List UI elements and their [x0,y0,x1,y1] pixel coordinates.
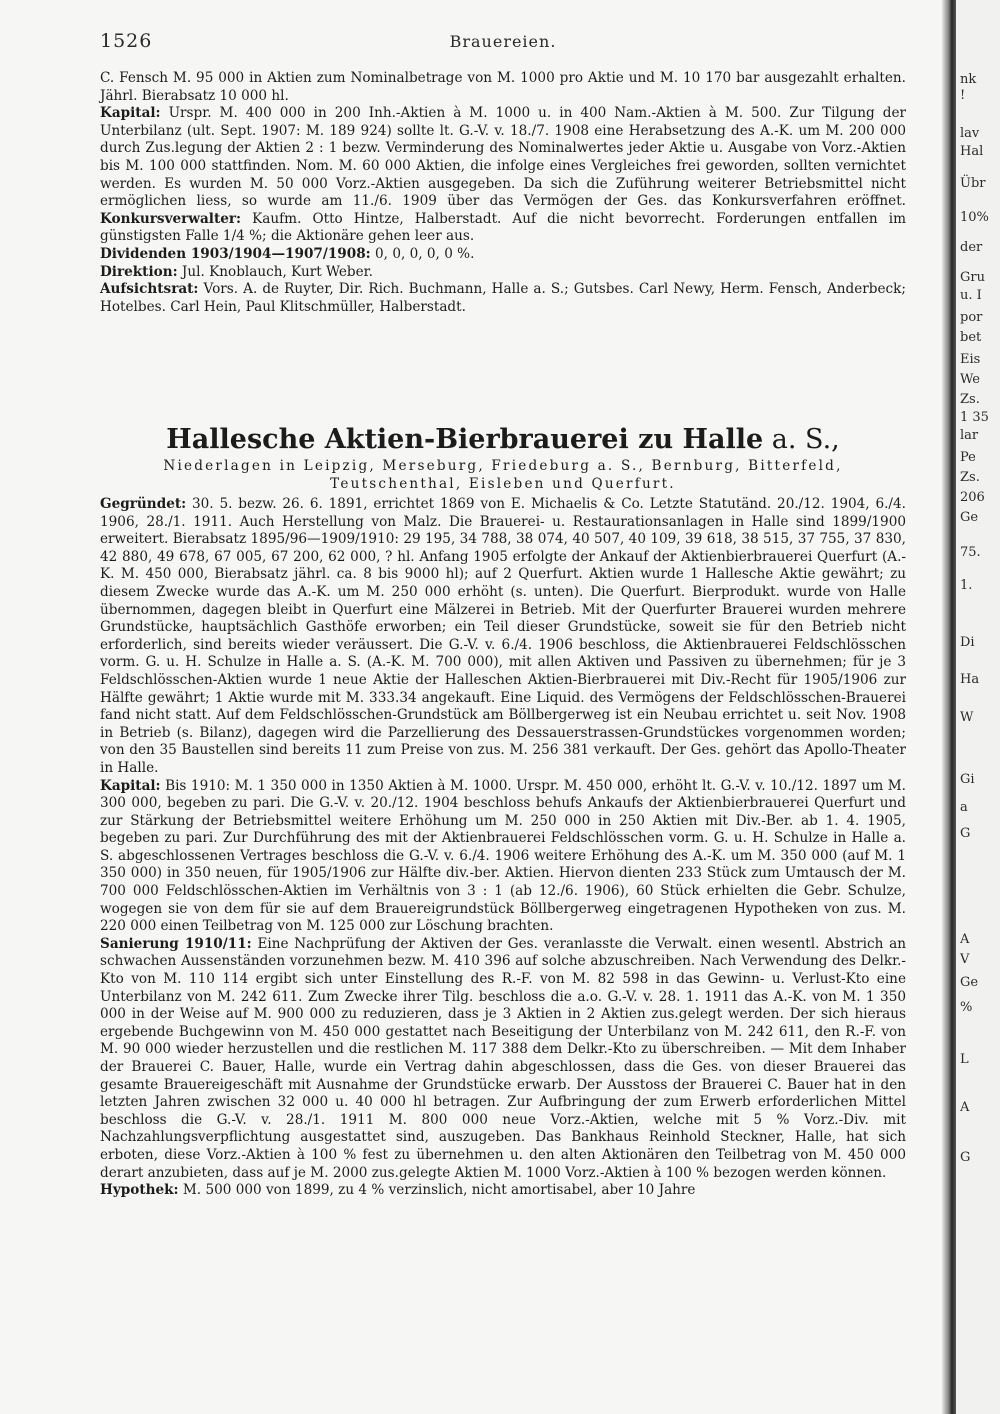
margin-fragment: 10% [960,210,989,225]
gegruendet-paragraph: Gegründet: 30. 5. bezw. 26. 6. 1891, errichtet 1869 von E. Michaelis & Co. Letzte Statutänd. 20./12. 1904, 6./4. 1906, 28./1. 1911. Auch Herstellung von Malz. Die Brauerei- u. Restaurationsanlagen in Halle sind 1899/1900 erweitert. Bierabsatz 1895/96—1909/1910: 29 195, 34 788, 38 074, 40 507, 40 109, 39 618, 38 515, 37 755, 37 830, 42 880, 49 678, 67 005, 67 200, 62 000, ? hl. Anfang 1905 erfolgte der Ankauf der Aktienbierbrauerei Querfurt (A.-K. M. 450 000, Bierabsatz jährl. ca. 8 bis 9000 hl); auf 2 Querfurt. Aktien wurde 1 Hallesche Aktie gewährt; zu diesem Zwecke wurde das A.-K. um M. 250 000 erhöht (s. unten). Die Querfurt. Bierprodukt. wurde von Halle übernommen, dagegen bleibt in Querfurt eine Mälzerei in Betrieb. Mit der Querfurter Brauerei wurden mehrere Grundstücke, hauptsächlich Gasthöfe erworben; ein Teil dieser Grundstücke, soweit sie für den Betrieb nicht erforderlich, sind bereits wieder veräussert. Die G.-V. v. 6./4. 1906 beschloss, die Aktienbrauerei Feldschlösschen vorm. G. u. H. Schulze in Halle a. S. (A.-K. M. 700 000), mit allen Aktiven und Passiven zu übernehmen; für je 3 Feldschlösschen-Aktien wurde 1 neue Aktie der Halleschen Aktien-Bierbrauerei mit Div.-Recht für 1905/1906 zur Hälfte gewährt; 1 Aktie wurde mit M. 333.34 angekauft. Eine Liquid. des Vermögens der Feldschlösschen-Brauerei fand nicht statt. Auf dem Feldschlösschen-Grundstück am Böllbergerweg ist ein Neubau errichtet u. seit Nov. 1908 in Betrieb (s. Bilanz), dagegen wird die Parzellierung des Dessauerstrassen-Grundstückes vorgenommen worden; von den 35 Baustellen sind bereits 11 zum Preise von zus. M. 256 381 verkauft. Der Ges. gehört das Apollo-Theater in Halle. [100,496,906,776]
margin-fragment: W [960,710,974,725]
margin-fragment: V [960,952,970,967]
margin-fragment: Hal [960,144,984,159]
margin-fragment: 1 35 [960,410,989,425]
margin-fragment: lav [960,126,980,141]
margin-fragment: u. I [960,288,982,303]
margin-fragment: Pe [960,450,976,465]
prev-aufsichtsrat: Aufsichtsrat: Vors. A. de Ruyter, Dir. Rich. Buchmann, Halle a. S.; Gutsbes. Carl Newy, Herm. Fensch, Anderbeck; Hotelbes. Carl Hein, Paul Klitschmüller, Halberstadt. [100,281,906,315]
margin-fragment: Eis [960,352,981,367]
margin-fragment: Gi [960,772,975,787]
prev-intro: C. Fensch M. 95 000 in Aktien zum Nominalbetrage von M. 1000 pro Aktie und M. 10 170 bar ausgezahlt erhalten. Jährl. Bierabsatz 10 000 hl. [100,70,906,104]
margin-fragment: a [960,800,968,815]
margin-fragment: L [960,1052,969,1067]
margin-fragment: der [960,240,983,255]
margin-fragment: A [960,932,970,947]
margin-fragment: bet [960,330,982,345]
margin-fragment: 1. [960,578,973,593]
margin-fragment: por [960,310,983,325]
margin-fragment: Ge [960,510,979,525]
entry-body [100,496,906,1200]
margin-fragment: lar [960,428,979,443]
margin-fragment: % [960,1000,973,1015]
margin-fragment: ! [960,88,966,103]
hypothek-paragraph: Hypothek: M. 500 000 von 1899, zu 4 % verzinslich, nicht amortisabel, aber 10 Jahre [100,1182,696,1199]
margin-fragment: nk [960,72,977,87]
margin-fragment: Di [960,635,975,650]
entry-title: Hallesche Aktien-Bierbrauerei zu Halle a. S., [166,424,840,455]
prev-dividenden: Dividenden 1903/1904—1907/1908: 0, 0, 0, 0, 0 %. [100,245,475,262]
entry-subtitle: Niederlagen in Leipzig, Merseburg, Friedeburg a. S., Bernburg, Bitterfeld, Teutschenthal, Eisleben und Querfurt. [163,458,843,492]
sanierung-paragraph: Sanierung 1910/11: Eine Nachprüfung der Aktiven der Ges. veranlasste die Verwalt. einen wesentl. Abstrich an schwachen Aussenständen vorzunehmen bezw. M. 410 396 auf solche abzuschreiben. Nach Verwendung des Delkr.-Kto von M. 110 114 ergibt sich unter Einstellung des R.-F. von M. 82 598 in das Gewinn- u. Verlust-Kto eine Unterbilanz von M. 242 611. Zum Zwecke ihrer Tilg. beschloss die a.o. G.-V. v. 28. 1. 1911 das A.-K. von M. 1 350 000 in der Weise auf M. 900 000 zu reduzieren, dass je 3 Aktien in 2 Aktien zus.gelegt werden. Der sich hieraus ergebende Buchgewinn von M. 450 000 gestattet nach Beseitigung der Unterbilanz von M. 242 611, den R.-F. von M. 90 000 wieder herzustellen und die restlichen M. 117 388 dem Delkr.-Kto zu überschreiben. — Mit dem Inhaber der Brauerei C. Bauer, Halle, wurde ein Vertrag dahin abgeschlossen, dass die Ges. von dieser Brauerei das gesamte Brauereigeschäft mit Ausnahme der Grundstücke erwarb. Der Ausstoss der Brauerei C. Bauer hat in den letzten Jahren zwischen 32 000 u. 40 000 hl betragen. Zur Aufbringung der zum Erwerb erforderlichen Mittel beschloss die G.-V. v. 28./1. 1911 M. 800 000 neue Vorz.-Aktien, welche mit 5 % Vorz.-Div. mit Nachzahlungsverpflichtung ausgestattet sind, auszugeben. Das Bankhaus Reinhold Steckner, Halle, hat sich erboten, diese Vorz.-Aktien à 100 % fest zu übernehmen u. den alten Aktionären den Teilbetrag von M. 450 000 derart anzubieten, dass auf je M. 2000 zus.gelegte Aktien M. 1000 Vorz.-Aktien à 100 % bezogen werden können. [100,935,906,1181]
margin-fragment: Zs. [960,392,980,407]
margin-fragment: G [960,1150,971,1165]
prev-direktion: Direktion: Jul. Knoblauch, Kurt Weber. [100,263,374,280]
margin-fragment: Übr [960,176,986,191]
margin-fragment: 75. [960,545,981,560]
kapital-paragraph: Kapital: Bis 1910: M. 1 350 000 in 1350 Aktien à M. 1000. Urspr. M. 450 000, erhöht lt. G.-V. v. 10./12. 1897 um M. 300 000, begeben zu pari. Die G.-V. v. 20./12. 1904 beschloss behufs Ankaufs der Aktienbierbrauerei Querfurt und zur Stärkung der Betriebsmittel weitere Erhöhung um M. 250 000 in 250 Aktien mit Div.-Ber. ab 1. 4. 1905, begeben zu pari. Zur Durchführung des mit der Aktienbrauerei Feldschlösschen vorm. G. u. H. Schulze in Halle a. S. abgeschlossenen Vertrages beschloss die G.-V. v. 6./4. 1906 weitere Erhöhung des A.-K. um M. 350 000 (auf M. 1 350 000) in 350 neuen, für 1905/1906 zur Hälfte div.-ber. Aktien. Hiervon dienten 233 Stück zum Umtausch der M. 700 000 Feldschlösschen-Aktien im Verhältnis von 3 : 1 (ab 12./6. 1906), 60 Stück erhielten die Gebr. Schulze, wogegen sie von dem für sie auf dem Brauereigrundstück Böllbergerweg eingetragenen Hypotheken von zus. M. 220 000 einen Teilbetrag von M. 125 000 zur Löschung brachten. [100,777,906,935]
margin-fragment: Ge [960,975,979,990]
previous-entry [100,70,906,316]
page-number: 1526 [100,30,153,52]
prev-kapital: Kapital: Urspr. M. 400 000 in 200 Inh.-Aktien à M. 1000 u. in 400 Nam.-Aktien à M. 500. Zur Tilgung der Unterbilanz (ult. Sept. 1907: M. 189 924) sollte lt. G.-V. v. 18./7. 1908 eine Herabsetzung des A.-K. um M. 200 000 durch Zus.legung der Aktien 2 : 1 bezw. Verminderung des Nominalwertes jeder Aktie u. Ausgabe von Vorz.-Aktien bis M. 100 000 stattfinden. Nom. M. 60 000 Aktien, die infolge eines Vergleiches frei geworden, sollten vernichtet werden. Es wurden M. 50 000 Vorz.-Aktien ausgegeben. Da sich die Zuführung weiterer Betriebsmittel nicht ermöglichen liess, so wurde am 11./6. 1909 über das Vermögen der Ges. das Konkursverfahren eröffnet. Konkursverwalter: Kaufm. Otto Hintze, Halberstadt. Auf die nicht bevorrecht. Forderungen entfallen im günstigsten Falle 1/4 %; die Aktionäre gehen leer aus. [100,105,906,245]
margin-fragment: 206 [960,490,985,505]
book-gutter [942,0,956,1414]
running-title: Brauereien. [449,32,557,51]
margin-fragment: Gru [960,270,985,285]
margin-fragment: A [960,1100,970,1115]
margin-fragment: G [960,826,971,841]
margin-fragment: Ha [960,672,980,687]
margin-fragment: We [960,372,980,387]
adjacent-page-fragment [956,0,1000,1414]
page-header [100,30,906,56]
margin-fragment: Zs. [960,470,980,485]
